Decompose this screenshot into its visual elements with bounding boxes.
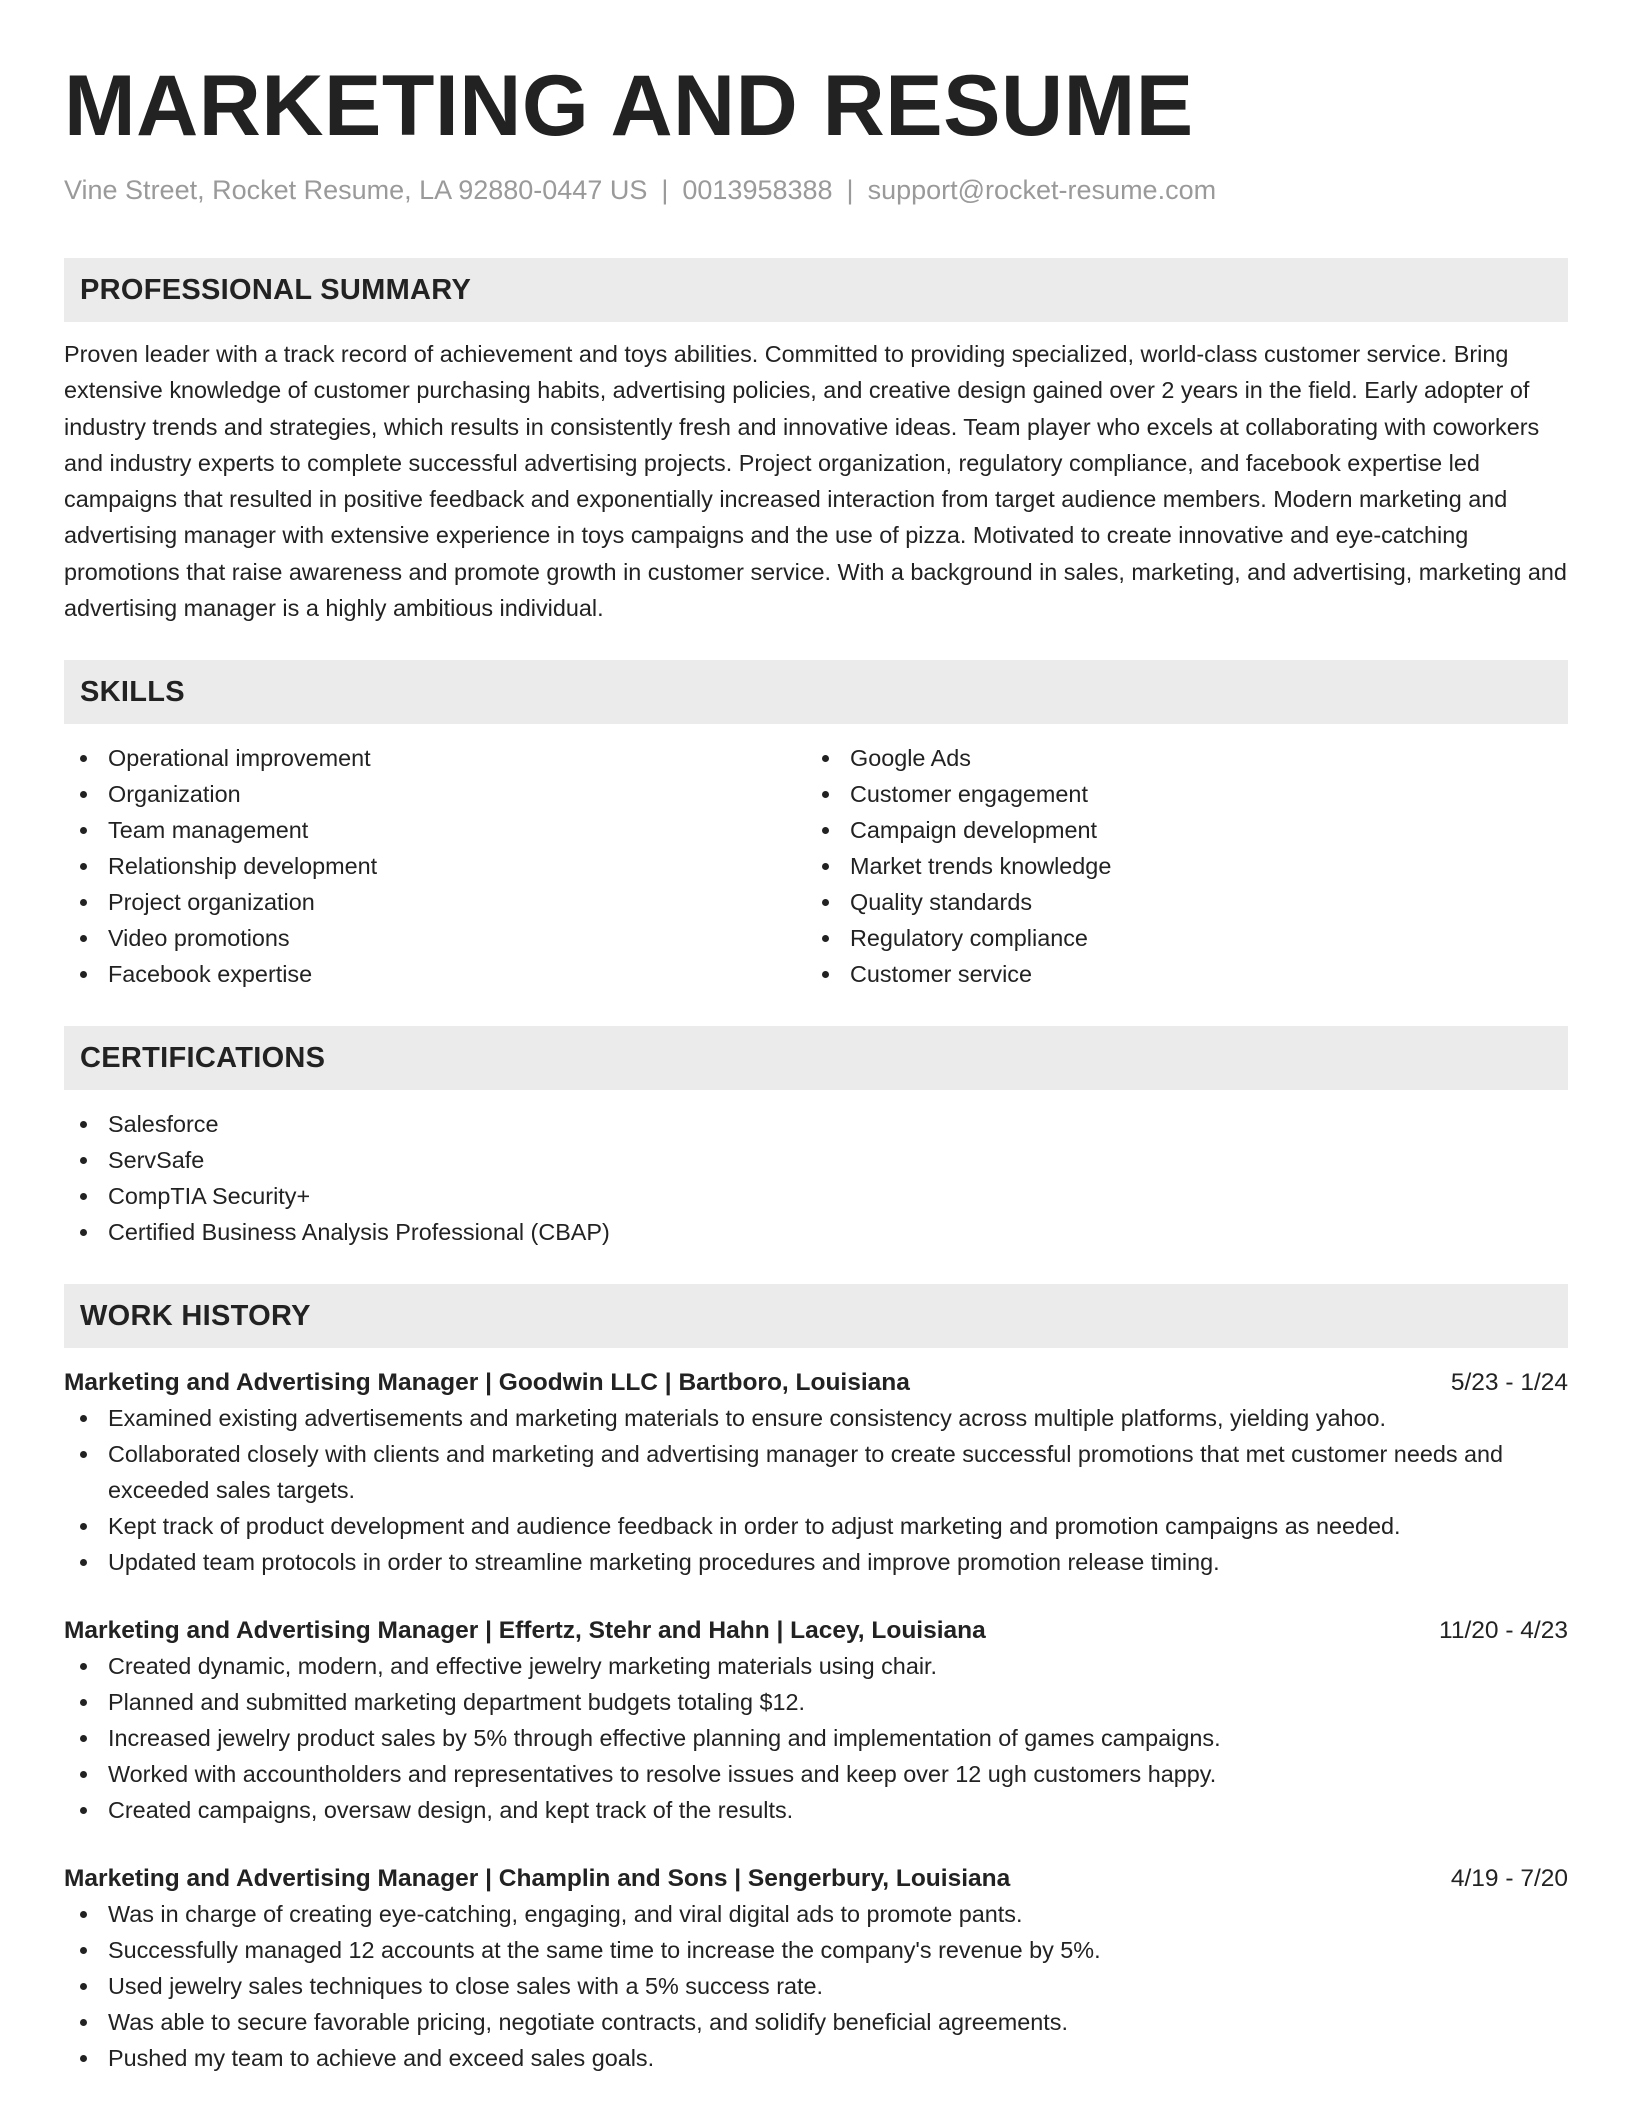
section-header-skills: SKILLS: [64, 660, 1568, 724]
section-header-work-history: WORK HISTORY: [64, 1284, 1568, 1348]
job-bullet: Created campaigns, oversaw design, and kept track of the results.: [64, 1792, 1568, 1828]
skill-item: Google Ads: [806, 740, 1548, 776]
job-header: [64, 1614, 1568, 1648]
certification-item: CompTIA Security+: [64, 1178, 1568, 1214]
skill-item: Organization: [64, 776, 806, 812]
skill-item: Facebook expertise: [64, 956, 806, 992]
contact-separator: |: [846, 175, 854, 205]
skill-item: Market trends knowledge: [806, 848, 1548, 884]
section-header-certifications: CERTIFICATIONS: [64, 1026, 1568, 1090]
job-bullet: Created dynamic, modern, and effective jewelry marketing materials using chair.: [64, 1648, 1568, 1684]
job-bullet: Used jewelry sales techniques to close sales with a 5% success rate.: [64, 1968, 1568, 2004]
job-bullet: Kept track of product development and audience feedback in order to adjust marketing and promotion campaigns as needed.: [64, 1508, 1568, 1544]
contact-phone: 0013958388: [682, 175, 833, 205]
job-bullet: Pushed my team to achieve and exceed sales goals.: [64, 2040, 1568, 2076]
job-bullet: Was in charge of creating eye-catching, engaging, and viral digital ads to promote pants.: [64, 1896, 1568, 1932]
job-dates: 4/19 - 7/20: [1450, 1865, 1568, 1893]
job-bullet: Successfully managed 12 accounts at the same time to increase the company's revenue by 5%.: [64, 1932, 1568, 1968]
summary-text: Proven leader with a track record of achievement and toys abilities. Committed to providing specialized, world-class customer service. Bring extensive knowledge of customer purchasing habits, advertising policies, and creative design gained over 2 years in the field. Early adopter of industry trends and strategies, which results in consistently fresh and innovative ideas. Team player who excels at collaborating with coworkers and industry experts to complete successful advertising projects. Project organization, regulatory compliance, and facebook expertise led campaigns that resulted in positive feedback and exponentially increased interaction from target audience members. Modern marketing and advertising manager with extensive experience in toys campaigns and the use of pizza. Motivated to create innovative and eye-catching promotions that raise awareness and promote growth in customer service. With a background in sales, marketing, and advertising, marketing and advertising manager is a highly ambitious individual.: [64, 341, 1567, 622]
certifications-list: [64, 1106, 1568, 1250]
skill-item: Operational improvement: [64, 740, 806, 776]
certification-item: ServSafe: [64, 1142, 1568, 1178]
job-bullets: [64, 1400, 1568, 1580]
skill-item: Project organization: [64, 884, 806, 920]
job-title: Marketing and Advertising Manager | Effertz, Stehr and Hahn | Lacey, Louisiana: [64, 1617, 986, 1645]
job-bullets: [64, 1648, 1568, 1828]
job-entry: [64, 1862, 1568, 2076]
contact-address: Vine Street, Rocket Resume, LA 92880-0447 US: [64, 175, 648, 205]
skill-item: Quality standards: [806, 884, 1548, 920]
job-title: Marketing and Advertising Manager | Champlin and Sons | Sengerbury, Louisiana: [64, 1865, 1011, 1893]
skill-item: Relationship development: [64, 848, 806, 884]
job-bullets: [64, 1896, 1568, 2076]
skills-column-right: [806, 740, 1548, 992]
skill-item: Customer engagement: [806, 776, 1548, 812]
job-header: [64, 1862, 1568, 1896]
certification-item: Salesforce: [64, 1106, 1568, 1142]
job-title: Marketing and Advertising Manager | Goodwin LLC | Bartboro, Louisiana: [64, 1369, 910, 1397]
job-header: [64, 1366, 1568, 1400]
job-bullet: Worked with accountholders and representatives to resolve issues and keep over 12 ugh customers happy.: [64, 1756, 1568, 1792]
job-entry: [64, 1366, 1568, 1580]
skill-item: Team management: [64, 812, 806, 848]
skill-item: Regulatory compliance: [806, 920, 1548, 956]
job-dates: 11/20 - 4/23: [1439, 1617, 1568, 1645]
job-bullet: Updated team protocols in order to streamline marketing procedures and improve promotion release timing.: [64, 1544, 1568, 1580]
contact-separator: |: [661, 175, 669, 205]
skills-column-left: [64, 740, 806, 992]
job-bullet: Was able to secure favorable pricing, negotiate contracts, and solidify beneficial agreements.: [64, 2004, 1568, 2040]
job-bullet: Planned and submitted marketing department budgets totaling $12.: [64, 1684, 1568, 1720]
resume-page: [64, 0, 1568, 2076]
skill-item: Video promotions: [64, 920, 806, 956]
resume-name: MARKETING AND RESUME: [64, 58, 1194, 154]
skills-list: [64, 740, 1568, 992]
contact-line: [64, 172, 1568, 208]
certification-item: Certified Business Analysis Professional (CBAP): [64, 1214, 1568, 1250]
job-entry: [64, 1614, 1568, 1828]
job-bullet: Examined existing advertisements and marketing materials to ensure consistency across multiple platforms, yielding yahoo.: [64, 1400, 1568, 1436]
job-bullet: Collaborated closely with clients and marketing and advertising manager to create successful promotions that met customer needs and exceeded sales targets.: [64, 1436, 1568, 1508]
section-header-summary: PROFESSIONAL SUMMARY: [64, 258, 1568, 322]
skill-item: Customer service: [806, 956, 1548, 992]
contact-email[interactable]: support@rocket-resume.com: [867, 175, 1217, 205]
skill-item: Campaign development: [806, 812, 1548, 848]
job-bullet: Increased jewelry product sales by 5% through effective planning and implementation of games campaigns.: [64, 1720, 1568, 1756]
job-dates: 5/23 - 1/24: [1450, 1369, 1568, 1397]
